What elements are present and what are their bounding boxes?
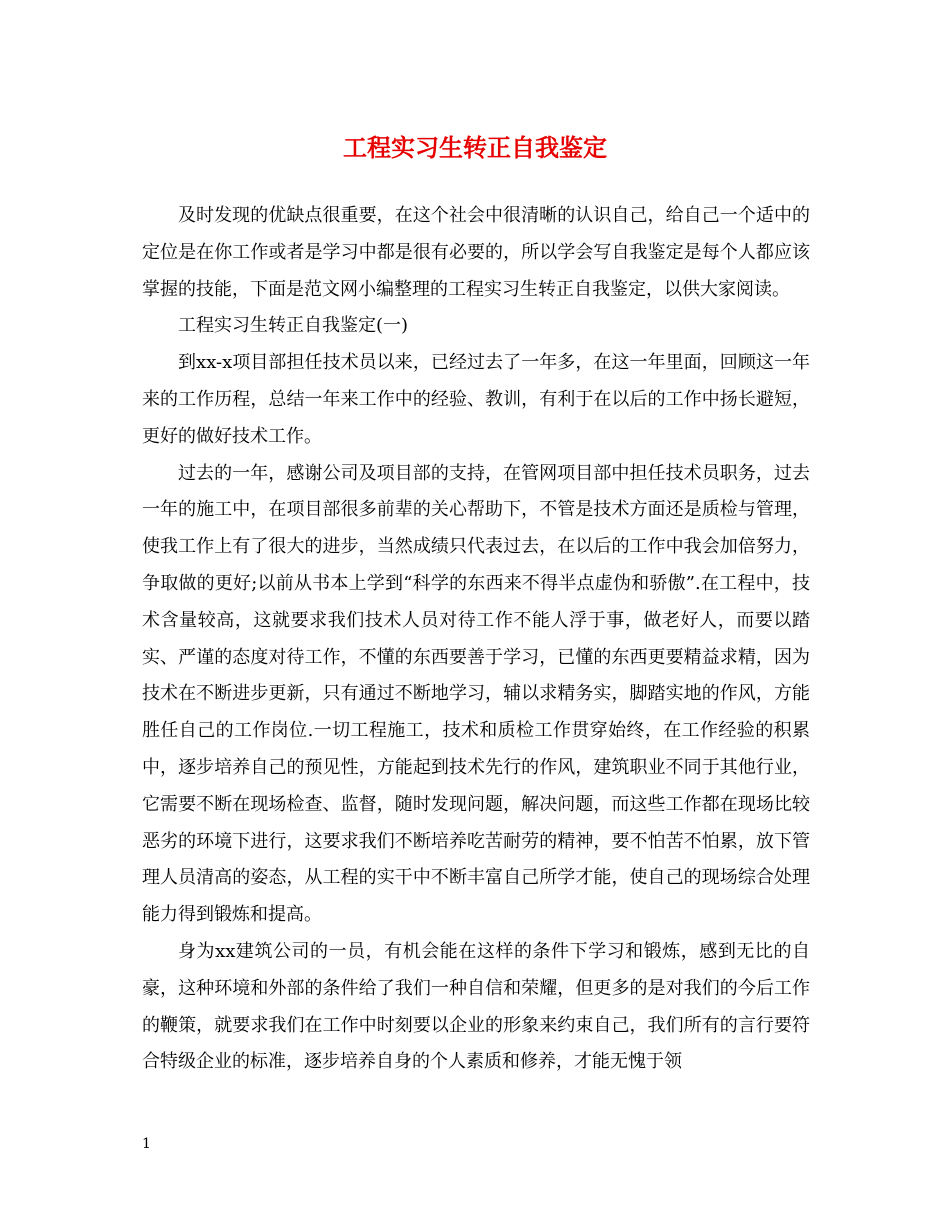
paragraph-2: 过去的一年，感谢公司及项目部的支持，在管网项目部中担任技术员职务，过去一年的施工中，在项目部很多前辈的关心帮助下，不管是技术方面还是质检与管理，使我工作上有了很大的进步，当然成绩只代表过去，在以后的工作中我会加倍努力，争取做的更好;以前从书本上学到“科学的东西来不得半点虚伪和骄傲”.在工程中，技术含量较高，这就要求我们技术人员对待工作不能人浮于事，做老好人，而要以踏实、严谨的态度对待工作，不懂的东西要善于学习，已懂的东西更要精益求精，因为技术在不断进步更新，只有通过不断地学习，辅以求精务实，脚踏实地的作风，方能胜任自己的工作岗位.一切工程施工，技术和质检工作贯穿始终，在工作经验的积累中，逐步培养自己的预见性，方能起到技术先行的作风，建筑职业不同于其他行业，它需要不断在现场检查、监督，随时发现问题，解决问题，而这些工作都在现场比较恶劣的环境下进行，这要求我们不断培养吃苦耐劳的精神，要不怕苦不怕累，放下管理人员清高的姿态，从工程的实干中不断丰富自己所学才能，使自己的现场综合处理能力得到锻炼和提高。 [142,462,810,926]
paragraph-1: 到xx-x项目部担任技术员以来，已经过去了一年多，在这一年里面，回顾这一年来的工作历程，总结一年来工作中的经验、教训，有利于在以后的工作中扬长避短，更好的做好技术工作。 [142,352,810,447]
document-title: 工程实习生转正自我鉴定 [343,133,607,162]
document-body [142,198,810,1081]
paragraph-3: 身为xx建筑公司的一员，有机会能在这样的条件下学习和锻炼，感到无比的自豪，这种环境和外部的条件给了我们一种自信和荣耀，但更多的是对我们的今后工作的鞭策，就要求我们在工作中时刻要以企业的形象来约束自己，我们所有的言行要符合特级企业的标准，逐步培养自身的个人素质和修养，才能无愧于领 [142,940,810,1073]
section-heading: 工程实习生转正自我鉴定(一) [178,315,409,337]
page-number: 1 [142,1136,151,1152]
paragraph-intro: 及时发现的优缺点很重要，在这个社会中很清晰的认识自己，给自己一个适中的定位是在你工作或者是学习中都是很有必要的，所以学会写自我鉴定是每个人都应该掌握的技能，下面是范文网小编整理的工程实习生转正自我鉴定，以供大家阅读。 [142,205,810,300]
